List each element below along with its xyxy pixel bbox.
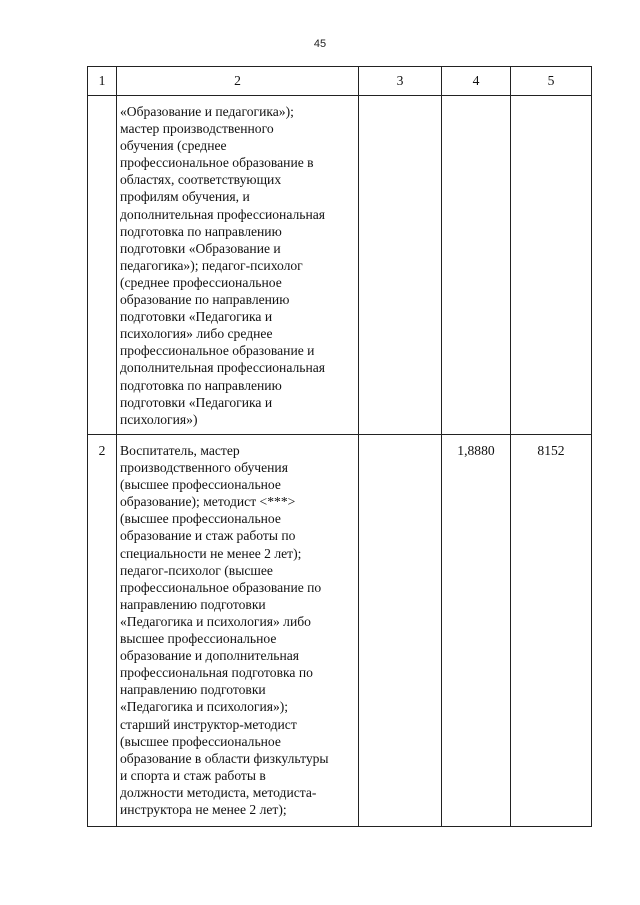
row-number-cell: 2 xyxy=(88,435,117,827)
text-line: психология») xyxy=(120,411,198,427)
coefficient-cell xyxy=(442,96,511,435)
coefficient-cell: 1,8880 xyxy=(442,435,511,827)
text-line: Воспитатель, мастер xyxy=(120,443,240,458)
text-line: областях, соответствующих xyxy=(120,172,282,188)
text-line: направлению подготовки xyxy=(120,682,266,698)
text-line: высшее профессиональное xyxy=(120,631,277,647)
text-line: педагогика»); педагог-психолог xyxy=(120,257,303,273)
text-line: старший инструктор-методист xyxy=(120,716,297,732)
text-line: дополнительная профессиональная xyxy=(120,360,326,376)
text-line: (среднее профессиональное xyxy=(120,274,282,290)
qualification-table xyxy=(87,66,592,827)
header-cell-5: 5 xyxy=(511,67,592,96)
text-line: «Педагогика и психология» либо xyxy=(120,613,311,629)
header-cell-2: 2 xyxy=(117,67,359,96)
text-line: инструктора не менее 2 лет); xyxy=(120,801,287,817)
text-line: профилям обучения, и xyxy=(120,189,250,205)
text-line: профессиональная подготовка по xyxy=(120,665,313,681)
text-line: (высшее профессиональное xyxy=(120,477,281,493)
row-number-cell xyxy=(88,96,117,435)
header-cell-3: 3 xyxy=(359,67,442,96)
text-line: подготовка по направлению xyxy=(120,223,282,239)
position-description-cell xyxy=(117,435,359,827)
text-line: должности методиста, методиста- xyxy=(120,784,317,800)
table-row xyxy=(88,96,592,435)
text-line: образование в области физкультуры xyxy=(120,750,329,766)
page-number: 45 xyxy=(313,38,327,50)
text-line: образование); методист <***> xyxy=(120,494,296,510)
text-line: образование по направлению xyxy=(120,292,290,308)
text-line: профессиональное образование и xyxy=(120,343,315,359)
text-line: дополнительная профессиональная xyxy=(120,206,326,222)
text-line: профессиональное образование по xyxy=(120,579,322,595)
text-line: и спорта и стаж работы в xyxy=(120,767,266,783)
position-description-cell xyxy=(117,96,359,435)
text-line: образование и дополнительная xyxy=(120,648,300,664)
text-line: специальности не менее 2 лет); xyxy=(120,545,302,561)
text-line: «Образование и педагогика»); xyxy=(120,104,294,119)
amount-cell: 8152 xyxy=(511,435,592,827)
text-line: образование и стаж работы по xyxy=(120,528,296,544)
text-line: подготовки «Педагогика и xyxy=(120,394,273,410)
column-3-cell xyxy=(359,435,442,827)
amount-cell xyxy=(511,96,592,435)
text-line: подготовка по направлению xyxy=(120,377,282,393)
header-cell-1: 1 xyxy=(88,67,117,96)
text-line: (высшее профессиональное xyxy=(120,733,281,749)
text-line: (высшее профессиональное xyxy=(120,511,281,527)
text-line: «Педагогика и психология»); xyxy=(120,699,289,715)
table-row xyxy=(88,435,592,827)
column-3-cell xyxy=(359,96,442,435)
text-line: подготовки «Педагогика и xyxy=(120,309,273,325)
text-line: профессиональное образование в xyxy=(120,155,314,171)
header-cell-4: 4 xyxy=(442,67,511,96)
text-line: обучения (среднее xyxy=(120,138,227,154)
text-line: педагог-психолог (высшее xyxy=(120,562,273,578)
text-line: мастер производственного xyxy=(120,121,274,137)
table-header-row xyxy=(88,67,592,96)
text-line: психология» либо среднее xyxy=(120,326,273,342)
text-line: подготовки «Образование и xyxy=(120,240,281,256)
text-line: производственного обучения xyxy=(120,460,288,476)
text-line: направлению подготовки xyxy=(120,596,266,612)
